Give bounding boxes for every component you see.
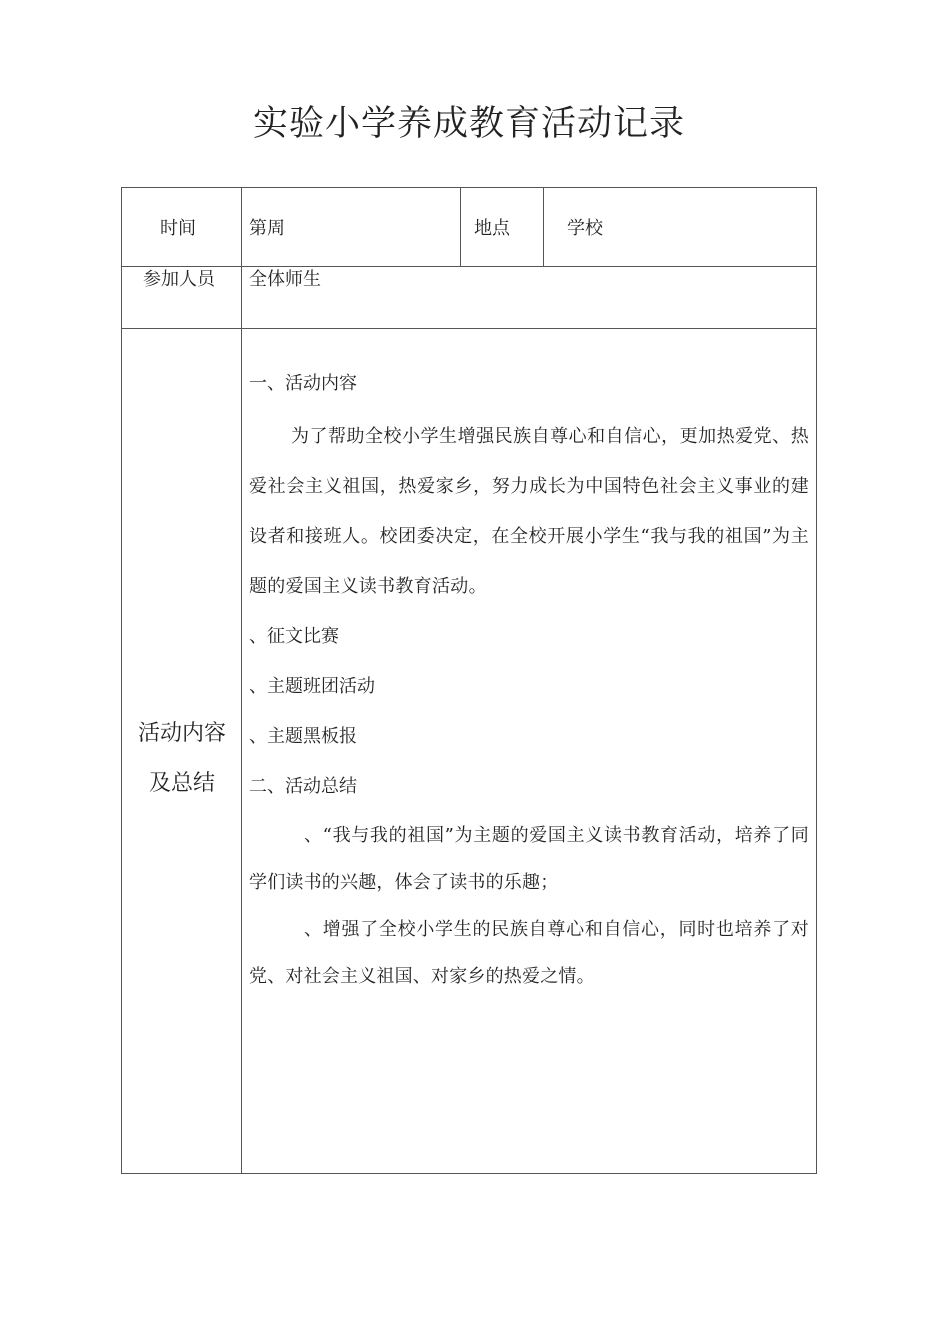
participants-label: 参加人员 [143, 269, 215, 290]
column-divider-place-value [543, 188, 544, 266]
section1-paragraph: 为了帮助全校小学生增强民族自尊心和自信心，更加热爱党、热爱社会主义祖国，热爱家乡，努力成长为中国特色社会主义事业的建设者和接班人。校团委决定，在全校开展小学生“我与我的祖国”为主题的爱国主义读书教育活动。 [249, 426, 809, 597]
place-value: 学校 [567, 218, 603, 239]
summary-paragraph: 、“我与我的祖国”为主题的爱国主义读书教育活动，培养了同学们读书的兴趣，体会了读书的乐趣； [249, 825, 809, 893]
activity-item: 、征文比赛 [249, 626, 339, 647]
time-label: 时间 [160, 218, 196, 239]
participants-value: 全体师生 [249, 269, 321, 290]
record-table [121, 187, 817, 1174]
activity-item: 、主题黑板报 [249, 726, 357, 747]
summary-paragraph: 、增强了全校小学生的民族自尊心和自信心，同时也培养了对党、对社会主义祖国、对家乡的热爱之情。 [249, 919, 809, 987]
section1-heading: 一、活动内容 [249, 373, 357, 394]
activity-content [249, 372, 809, 1000]
place-label: 地点 [474, 218, 510, 239]
activity-item: 、主题班团活动 [249, 676, 375, 697]
content-label-line2: 及总结 [148, 771, 215, 796]
time-value: 第周 [249, 218, 285, 239]
row-divider-time [122, 266, 816, 267]
row-divider-participants [122, 328, 816, 329]
section2-heading: 二、活动总结 [249, 776, 357, 797]
column-divider-label [241, 188, 242, 1173]
column-divider-place-label [460, 188, 461, 266]
page-title: 实验小学养成教育活动记录 [252, 104, 685, 144]
content-label-line1: 活动内容 [137, 721, 226, 746]
